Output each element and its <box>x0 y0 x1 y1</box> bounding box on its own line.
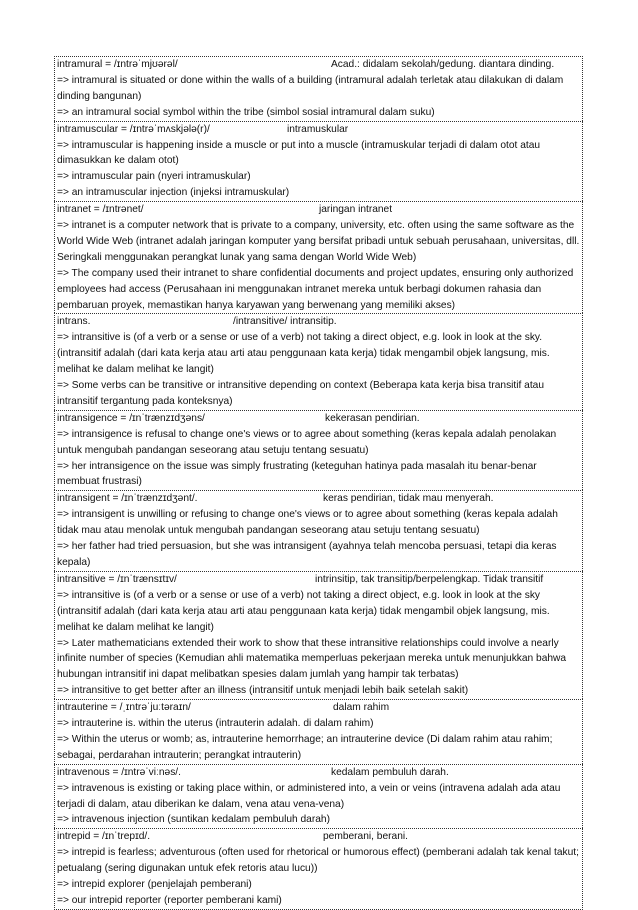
translation: keras pendirian, tidak mau menyerah. <box>323 493 494 505</box>
example-line: => intransigent is unwilling or refusing to change one's views or to agree about something (keras kepala adalah tidak mau atau menolak untuk mengubah pandangan seseorang atau setuju tentang sesuatu) <box>57 509 558 537</box>
entry-headline <box>57 202 580 218</box>
headword: intrepid = /ɪnˈtrepɪd/. <box>57 831 151 843</box>
example-line: => intramural is situated or done within the walls of a building (intramural adalah terletak atau dilakukan di dalam dinding bangunan) <box>57 74 564 102</box>
dictionary-page <box>54 56 583 910</box>
entry-intrepid <box>54 828 583 910</box>
entry-headline <box>57 491 580 507</box>
example-line: => The company used their intranet to share confidential documents and project updates, ensuring only authorized employees had access (Perusahaan ini menggunakan intranet mereka untuk berbagi dokumen rahasia dan pembaruan proyek, memastikan hanya karyawan yang berwenang yang memiliki akses) <box>57 267 574 311</box>
example-line: => an intramuscular injection (injeksi intramuskular) <box>57 187 290 199</box>
example-line: => her intransigence on the issue was simply frustrating (keteguhan hatinya pada masalah itu benar-benar membuat frustrasi) <box>57 460 537 488</box>
example-line: => intrepid is fearless; adventurous (often used for rhetorical or humorous effect) (pemberani adalah tak kenal takut; petualang (sering digunakan untuk efek retoris atau lucu)) <box>57 847 579 875</box>
entry-intransigence <box>54 410 583 491</box>
example-line: => intrepid explorer (penjelajah pemberani) <box>57 879 252 891</box>
example-line: => intransigence is refusal to change one's views or to agree about something (keras kepala adalah penolakan untuk mengubah pandangan seseorang atau setuju tentang sesuatu) <box>57 428 557 456</box>
entry-intramural <box>54 56 583 121</box>
entry-intranet <box>54 201 583 313</box>
headword: intranet = /ɪntrənet/ <box>57 204 144 216</box>
translation: intramuskular <box>287 123 349 135</box>
entry-intransigent <box>54 490 583 571</box>
example-line: => intravenous injection (suntikan kedalam pembuluh darah) <box>57 814 330 826</box>
example-line: => intranet is a computer network that is private to a company, university, etc. often using the same software as the World Wide Web (intranet adalah jaringan komputer yang bersifat pribadi untuk sebuah perusahaan, universitas, dll. Seringkali menggunakan perangkat lunak yang sama dengan World Wide Web) <box>57 220 580 263</box>
entry-headline <box>57 314 580 330</box>
translation: jaringan intranet <box>319 204 393 216</box>
translation: pemberani, berani. <box>323 831 408 843</box>
entry-headline <box>57 122 580 138</box>
example-line: => an intramural social symbol within the tribe (simbol sosial intramural dalam suku) <box>57 106 435 118</box>
headword: intransitive = /ɪnˈtrænsɪtɪv/ <box>57 573 177 585</box>
headword: intrauterine = /ˌɪntrəˈjuːtəraɪn/ <box>57 702 191 714</box>
example-line: => intransitive is (of a verb or a sense or use of a verb) not taking a direct object, e.g. look in look at the sky. (intransitif adalah (dari kata kerja atau arti atau penggunaan kata kerja) tidak mengambil objek langsung, mis. melihat ke dalam melihat ke langit) <box>57 332 550 376</box>
headword: intramuscular = /ɪntrəˈmʌskjələ(r)/ <box>57 123 210 135</box>
example-line: => Some verbs can be transitive or intransitive depending on context (Beberapa kata kerja bisa transitif atau intransitif tergantung pada konteksnya) <box>57 380 545 407</box>
example-line: => intramuscular is happening inside a muscle or put into a muscle (intramuskular terjadi di dalam otot atau dimasukkan ke dalam otot) <box>57 139 541 167</box>
entry-headline <box>57 411 580 427</box>
entry-intravenous <box>54 764 583 829</box>
example-line: => Within the uterus or womb; as, intrauterine hemorrhage; an intrauterine device (Di dalam rahim atau rahim; sebagai, perdarahan intrauterin; perangkat intrauterin) <box>57 733 553 761</box>
headword: intramural = /ɪntrəˈmjʊərəl/ <box>57 59 178 70</box>
entry-headline <box>57 700 580 716</box>
example-line: => our intrepid reporter (reporter pemberani kami) <box>57 894 282 906</box>
translation: /intransitive/ intransitip. <box>233 316 337 328</box>
example-line: => intransitive to get better after an illness (intransitif untuk menjadi lebih baik setelah sakit) <box>57 685 469 697</box>
example-line: => intrauterine is. within the uterus (intrauterin adalah. di dalam rahim) <box>57 718 374 730</box>
headword: intransigence = /ɪnˈtrænzɪdʒəns/ <box>57 412 205 424</box>
entry-headline <box>57 829 580 845</box>
translation: Acad.: didalam sekolah/gedung. diantara dinding. <box>331 59 555 70</box>
entry-intrans <box>54 313 583 409</box>
translation: dalam rahim <box>333 702 390 714</box>
headword: intrans. <box>57 316 91 328</box>
headword: intransigent = /ɪnˈtrænzɪdʒənt/. <box>57 493 198 505</box>
example-line: => intramuscular pain (nyeri intramuskular) <box>57 171 251 183</box>
entry-headline <box>57 57 580 73</box>
example-line: => her father had tried persuasion, but she was intransigent (ayahnya telah mencoba persuasi, tetapi dia keras kepala) <box>57 541 557 568</box>
entry-intramuscular <box>54 121 583 202</box>
translation: kedalam pembuluh darah. <box>331 766 449 778</box>
entry-intrauterine <box>54 699 583 764</box>
example-line: => Later mathematicians extended their work to show that these intransitive relationships could involve a nearly infinite number of species (Kemudian ahli matematika memperluas pekerjaan mereka untuk menunjukkan bahwa hubungan intransitif ini dapat melibatkan spesies dalam jumlah yang hampir tak terbatas) <box>57 637 567 681</box>
entry-intransitive <box>54 571 583 699</box>
headword: intravenous = /ɪntrəˈviːnəs/. <box>57 766 181 778</box>
example-line: => intravenous is existing or taking place within, or administered into, a vein or veins (intravena adalah ada atau terjadi di dalam, atau diberikan ke dalam, vena atau vena-vena) <box>57 782 561 810</box>
example-line: => intransitive is (of a verb or a sense or use of a verb) not taking a direct object, e.g. look in look at the sky (intransitif adalah (dari kata kerja atau arti atau penggunaan kata kerja) tidak mengambil objek langsung, mis. melihat ke dalam melihat ke langit) <box>57 589 550 633</box>
entry-headline <box>57 572 580 588</box>
entry-headline <box>57 765 580 781</box>
translation: kekerasan pendirian. <box>325 412 420 424</box>
translation: intrinsitip, tak transitip/berpelengkap. Tidak transitif <box>315 573 544 585</box>
